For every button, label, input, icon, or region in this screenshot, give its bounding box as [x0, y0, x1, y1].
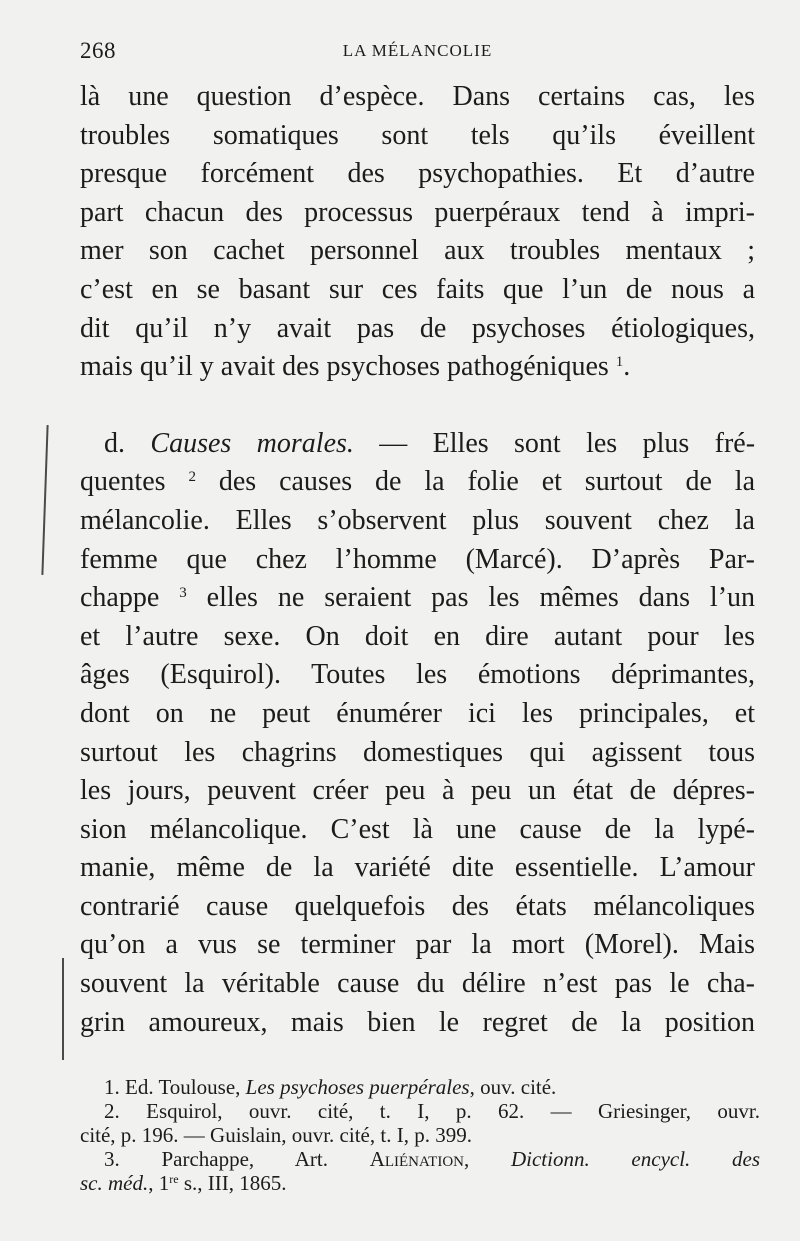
- footnote-title: Dictionn. encycl. des: [510, 1147, 760, 1171]
- footnote-2-continued: cité, p. 196. — Guislain, ouvr. cité, t. I, p. 399.: [80, 1123, 472, 1147]
- footnote-1: [80, 1075, 760, 1099]
- text-fragment: quentes: [80, 466, 166, 498]
- footnote-text: s., III, 1865.: [178, 1171, 287, 1195]
- footnote-ref-3: 3: [179, 585, 187, 602]
- footnote-text: Ed. Toulouse,: [125, 1075, 241, 1099]
- text-line: dont on ne peut énumérer ici les principales, et: [80, 697, 755, 729]
- text-line: là une question d’espèce. Dans certains cas, les: [80, 81, 755, 112]
- footnote-smallcaps: Aliénation: [369, 1147, 464, 1171]
- margin-pencil-mark: [62, 958, 64, 1060]
- text-line: sion mélancolique. C’est là une cause de la lypé-: [80, 813, 755, 845]
- margin-pencil-mark: [41, 425, 48, 575]
- text-line: troubles somatiques sont tels qu’ils éveillent: [80, 119, 755, 151]
- text-line: âges (Esquirol). Toutes les émotions déprimantes,: [80, 659, 755, 691]
- text-line: les jours, peuvent créer peu à peu un état de dépres-: [80, 775, 755, 807]
- text-line: [80, 579, 755, 618]
- footnote-title: sc. méd.: [80, 1171, 149, 1195]
- footnotes: [80, 1075, 760, 1195]
- text-line: mer son cachet personnel aux troubles mentaux ;: [80, 235, 755, 267]
- text-fragment: elles ne seraient pas les mêmes dans l’un: [206, 582, 756, 614]
- running-head: [80, 38, 755, 66]
- text-line: femme que chez l’homme (Marcé). D’après Par-: [80, 543, 755, 575]
- footnote-text: , ouv. cité.: [469, 1075, 557, 1099]
- text-line: souvent la véritable cause du délire n’est pas le cha-: [80, 968, 755, 1000]
- paragraph-2: [80, 425, 755, 1043]
- footnote-3-continued: [80, 1171, 760, 1195]
- footnote-ref-1: 1: [615, 354, 624, 371]
- text-line-content: — Elles sont les plus fré-: [379, 427, 756, 459]
- footnote-ref-2: 2: [188, 469, 196, 486]
- footnote-text: ,: [464, 1147, 470, 1171]
- text-fragment: des causes de la folie et surtout de la: [218, 466, 756, 498]
- text-line: grin amoureux, mais bien le regret de la position: [80, 1006, 755, 1038]
- text-line: surtout les chagrins domestiques qui agissent tous: [80, 736, 755, 768]
- footnote-2: 2. Esquirol, ouvr. cité, t. I, p. 62. — Griesinger, ouvr.: [104, 1099, 760, 1123]
- text-line: contrarié cause quelquefois des états mélancoliques: [80, 890, 755, 922]
- text-line: [80, 463, 755, 502]
- paragraph-gap: [80, 387, 755, 425]
- section-heading-line: [80, 425, 755, 464]
- footnote-text: , 1: [148, 1171, 170, 1195]
- text-line: dit qu’il n’y avait pas de psychoses étiologiques,: [80, 312, 755, 344]
- footnote-text: 3. Parchappe, Art.: [104, 1147, 328, 1171]
- text-line: part chacun des processus puerpéraux tend à impri-: [80, 196, 755, 228]
- text-line: mais qu’il y avait des psychoses pathogéniques $^1$.: [80, 351, 631, 383]
- text-line: et l’autre sexe. On doit en dire autant pour les: [80, 620, 755, 652]
- text-line: qu’on a vus se terminer par la mort (Morel). Mais: [80, 929, 755, 961]
- text-line: c’est en se basant sur ces faits que l’un de nous a: [80, 273, 755, 305]
- paragraph-1: [80, 78, 755, 387]
- footnote-3: [80, 1147, 760, 1171]
- text-line: manie, même de la variété dite essentielle. L’amour: [80, 852, 755, 884]
- text-line: presque forcément des psychopathies. Et d’autre: [80, 158, 755, 190]
- section-heading: Causes morales.: [150, 427, 354, 459]
- text-fragment: chappe: [80, 582, 160, 614]
- body-text: [80, 78, 755, 1042]
- footnote-number: 1.: [104, 1075, 120, 1099]
- footnote-title: Les psychoses puerpérales: [245, 1075, 470, 1099]
- footnote-superscript: re: [169, 1172, 179, 1186]
- text-line-content: mais qu’il y avait des psychoses pathogéniques: [80, 351, 609, 383]
- section-label: d.: [104, 427, 125, 459]
- running-title: LA MÉLANCOLIE: [342, 41, 493, 60]
- page-number: 268: [80, 38, 116, 63]
- text-line: mélancolie. Elles s’observent plus souvent chez la: [80, 504, 755, 536]
